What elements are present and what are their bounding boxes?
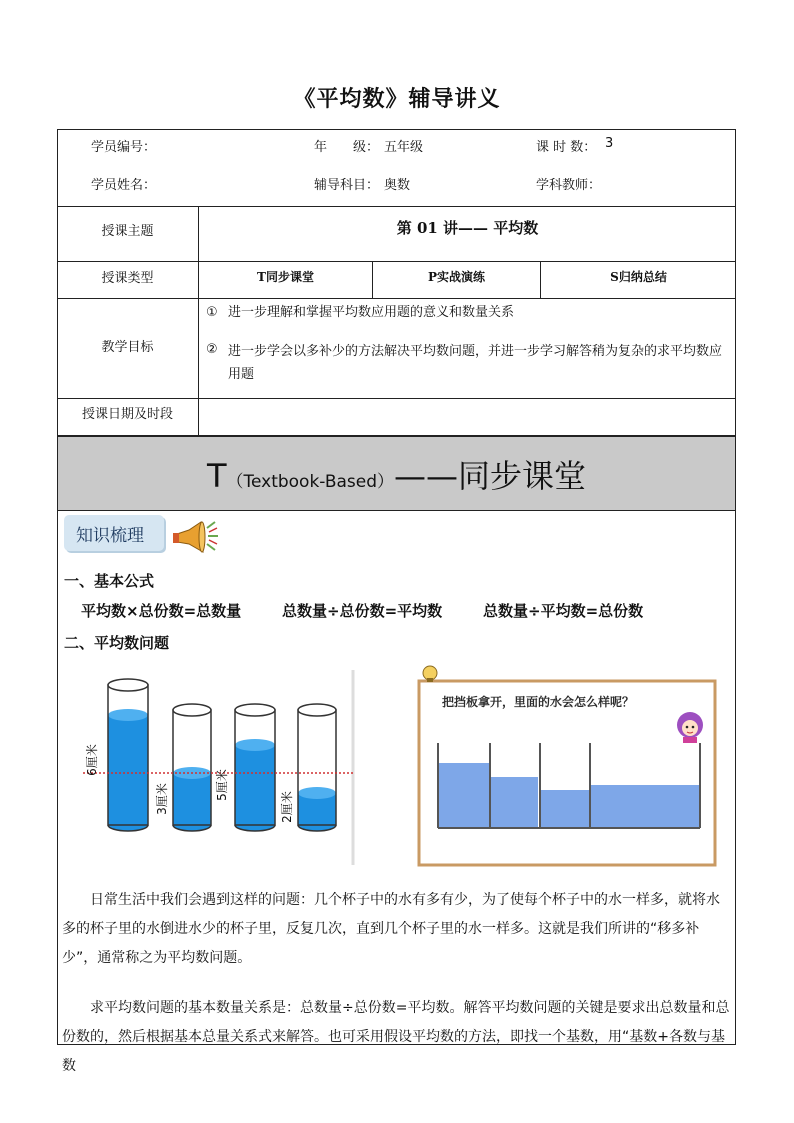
knowledge-tag <box>64 515 164 551</box>
cylinder-1 <box>108 679 148 831</box>
hours-label: 课 时 数： <box>536 140 597 155</box>
type-label: 授课类型 <box>101 271 154 286</box>
goal-1-text: 进一步理解和掌握平均数应用题的意义和数量关系 <box>228 305 515 320</box>
megaphone-icon <box>171 520 221 556</box>
student-id-label: 学员编号： <box>91 140 157 155</box>
formula-3: 总数量÷平均数=总份数 <box>483 602 644 620</box>
label-3cm: 3厘米 <box>155 783 169 815</box>
cylinders-figure <box>78 665 358 870</box>
cylinder-3 <box>235 704 275 831</box>
date-label: 授课日期及时段 <box>81 407 173 422</box>
type-s: S归纳总结 <box>610 270 667 284</box>
goal-label: 教学目标 <box>101 340 154 355</box>
goal-2-text: 进一步学会以多补少的方法解决平均数问题，并进一步学习解答稍为复杂的求平均数应用题 <box>228 344 723 382</box>
label-5cm: 5厘米 <box>215 769 229 801</box>
water-section-3 <box>541 790 589 827</box>
hours-value: 3 <box>605 136 614 151</box>
label-2cm: 2厘米 <box>280 791 294 823</box>
topic-value: 第 01 讲—— 平均数 <box>396 219 539 237</box>
section-1-heading: 一、基本公式 <box>64 572 155 590</box>
grade-label: 年 级： <box>314 140 380 155</box>
formula-2: 总数量÷总份数=平均数 <box>282 602 443 620</box>
water-section-4 <box>591 785 699 827</box>
tank-caption: 把挡板拿开，里面的水会怎么样呢？ <box>442 695 635 709</box>
teacher-label: 学科教师： <box>536 178 602 193</box>
cylinder-4 <box>298 704 336 831</box>
paragraph-1: 日常生活中我们会遇到这样的问题：几个杯子中的水有多有少，为了使每个杯子中的水一样多，就将水多的杯子里的水倒进水少的杯子里，反复几次，直到几个杯子里的水一样多。这就是我们所讲的“移多补少”，通常称之为平均数问题。 <box>62 892 720 966</box>
banner-sub: （Textbook-Based） <box>226 472 395 492</box>
tank-figure <box>418 663 720 869</box>
knowledge-tag-label: 知识梳理 <box>76 526 144 546</box>
water-section-2 <box>491 777 538 827</box>
section-banner <box>57 436 736 511</box>
topic-label: 授课主题 <box>101 224 154 239</box>
paragraph-2: 求平均数问题的基本数量关系是：总数量÷总份数=平均数。解答平均数问题的关键是要求出总数量和总份数的，然后根据基本总量关系式来解答。也可采用假设平均数的方法，即找一个基数，用“基数+各数与基数 <box>62 1000 730 1074</box>
label-6cm: 6厘米 <box>85 744 99 776</box>
banner-t: T <box>206 457 227 495</box>
subject-label: 辅导科目： <box>314 178 380 193</box>
type-t: T同步课堂 <box>257 270 314 284</box>
student-name-label: 学员姓名： <box>91 178 157 193</box>
section-2-heading: 二、平均数问题 <box>64 634 170 652</box>
formula-1: 平均数×总份数=总数量 <box>81 602 242 620</box>
type-p: P实战演练 <box>427 270 486 284</box>
goal-1-num: ① <box>206 305 218 320</box>
banner-main: ——同步课堂 <box>394 457 587 495</box>
document-title: 《平均数》辅导讲义 <box>293 86 501 112</box>
goal-2-num: ② <box>206 342 218 357</box>
grade-value: 五年级 <box>384 140 424 155</box>
subject-value: 奥数 <box>384 178 411 193</box>
cylinder-2 <box>173 704 211 831</box>
water-section-1 <box>439 763 489 827</box>
